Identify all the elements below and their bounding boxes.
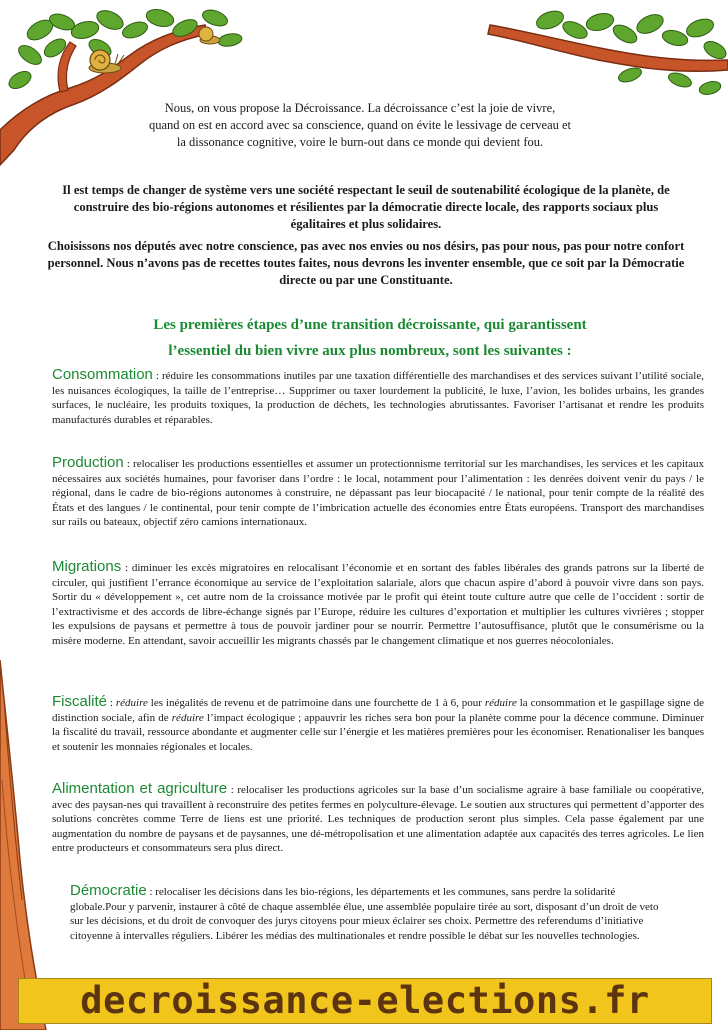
item-democratie (70, 884, 670, 943)
item-body: : relocaliser les décisions dans les bio-régions, les départements et les communes, sans perdre la solidarité globale.Pour y parvenir, instaurer à côté de chaque assemblée élue, une assemblée populaire tirée au sort, disposant d’un droit de veto sur les décisions, et du droit de convoquer des jurys citoyens pour mieux éclairer ses choix. Permettre des referendums d’initiative citoyenne à intervalles réguliers. Libérer les médias des multinationales et rendre possible le débat sur les nouvelles technologies. (70, 886, 659, 942)
item-body: : relocaliser les productions essentielles et assumer un protectionnisme territorial sur les marchandises, les services et les capitaux nécessaires aux sociétés humaines, pour favoriser dans l’ordre : le local, notamment pour l’alimentation : les denrées doivent venir du pays / le régional, dans le cadre de bio-régions autonomes à construire, ne dépassant pas leur biocapacité / le national, pour tenir compte de la réalité des États et des langues / le continental, pour tenir compte de l’imbrication actuelle des économies entre États européens. Transport des marchandises sur rails ou bateaux, objectif zéro camions internationaux. (52, 458, 704, 528)
item-fiscalite (52, 695, 704, 754)
tree-trunk-illustration (0, 660, 60, 1030)
item-body: : (107, 697, 116, 709)
item-body: : relocaliser les productions agricoles sur la base d’un socialisme agraire à base familiale ou coopérative, avec des paysan-nes qui travaillent à reconstruire des petites fermes en polyculture-élevage. Le soutien aux structures qui permettent d’apporter des solutions concrètes comme Terre de liens est une priorité. Les techniques de production seront plus simples. Cela passe également par une augmentation du nombre de paysans et de paysannes, une dé-métropolisation et une alimentation adaptée aux capacités des terres agricoles. Le lien entre producteurs et consommateurs sera plus direct. (52, 784, 704, 854)
item-heading: Production (52, 454, 124, 471)
item-heading: Fiscalité (52, 693, 108, 710)
item-body: : réduire les consommations inutiles par une taxation différentielle des marchandises et des services suivant l’utilité sociale, les nuisances écologiques, la taille de l’entreprise… Supprimer ou taxer lourdement la publicité, le luxe, l’avion, les bolides urbains, les grandes surfaces, le nucléaire, les produits toxiques, la production de déchets, les technologies abrutissantes. Favoriser l’artisanat et rendre les produits manufacturés durables et réparables. (52, 370, 704, 426)
item-heading: Consommation (52, 366, 153, 383)
intro-line: la dissonance cognitive, voire le burn-out dans ce monde qui devient fou. (176, 135, 544, 149)
item-alimentation (52, 782, 704, 856)
footer-banner (18, 978, 712, 1024)
section-title-line: l’essentiel du bien vivre aux plus nombreux, sont les suivantes : (168, 343, 572, 359)
item-emphasis: réduire (171, 711, 204, 724)
section-title-line: Les premières étapes d’une transition décroissante, qui garantissent (153, 317, 587, 333)
item-production (52, 456, 704, 530)
item-emphasis: réduire (484, 697, 517, 709)
intro-line: Nous, on vous propose la Décroissance. La décroissance c’est la joie de vivre, (164, 101, 556, 115)
item-body: la consommation et le gaspillage signe de distinction sociale, afin de (52, 697, 704, 724)
item-emphasis: réduire (115, 697, 148, 709)
intro-line: quand on est en accord avec sa conscience, quand on évite le lessivage de cerveau et (148, 118, 572, 132)
footer-website[interactable]: decroissance-elections.fr (80, 979, 650, 1022)
bold-paragraph-choose-deputies: Choisissons nos députés avec notre conscience, pas avec nos envies ou nos désirs, pas pour nous, pas pour notre confort personnel. Nous n’avons pas de recettes toutes faites, nous devrons les inventer ensemble, que ce soit par la Démocratie directe ou par une Constituante. (47, 239, 685, 287)
snail-illustration (89, 50, 124, 73)
item-migrations (52, 560, 704, 648)
item-consommation (52, 368, 704, 427)
item-body: : diminuer les excès migratoires en relocalisant l’économie et en sortant des fables libérales des grands patrons sur la liberté de circuler, qui justifient l’errance économique au service de l’exploitation salariale, alors que chacun aspire d’abord à pouvoir vivre dans son pays. Sortir du « développement », cet autre nom de la croissance motivée par le profit qui éteint toute culture autre que celle de l’occident : sortir de l’extractivisme et des accords de libre-échange signés par l’Europe, réduire les cultures d’exportation et multiplier les cultures vivrières ; stopper les expulsions de paysans et permettre à tous de pouvoir jardiner pour se nourrir. Permettre l’autosuffisance, plutôt que le consumérisme ou la misère moderne. En attendant, savoir accueillir les migrants chassés par le changement climatique et nos guerres néocoloniales. (52, 562, 704, 647)
item-body: l’impact écologique ; appauvrir les riches sera bon pour la planète comme pour la décence commune. Diminuer la fiscalité du travail, ressource abondante et augmenter celle sur l’énergie et les matières premières pour les économiser. Renationaliser les banques et soutenir les monnaies régionales et locales. (52, 711, 704, 753)
snail-illustration-2 (199, 27, 220, 44)
item-heading: Alimentation et agriculture (52, 780, 228, 797)
item-body: les inégalités de revenu et de patrimoine dans une fourchette de 1 à 6, pour (147, 697, 485, 709)
intro-text (110, 100, 610, 151)
item-heading: Démocratie (70, 882, 147, 899)
item-heading: Migrations (52, 558, 122, 575)
bold-paragraph-system-change: Il est temps de changer de système vers une société respectant le seuil de soutenabilité écologique de la planète, de construire des bio-régions autonomes et résilientes par la démocratie directe locale, des rapports sociaux plus égalitaires et plus solidaires. (62, 183, 670, 231)
section-title (60, 312, 680, 364)
